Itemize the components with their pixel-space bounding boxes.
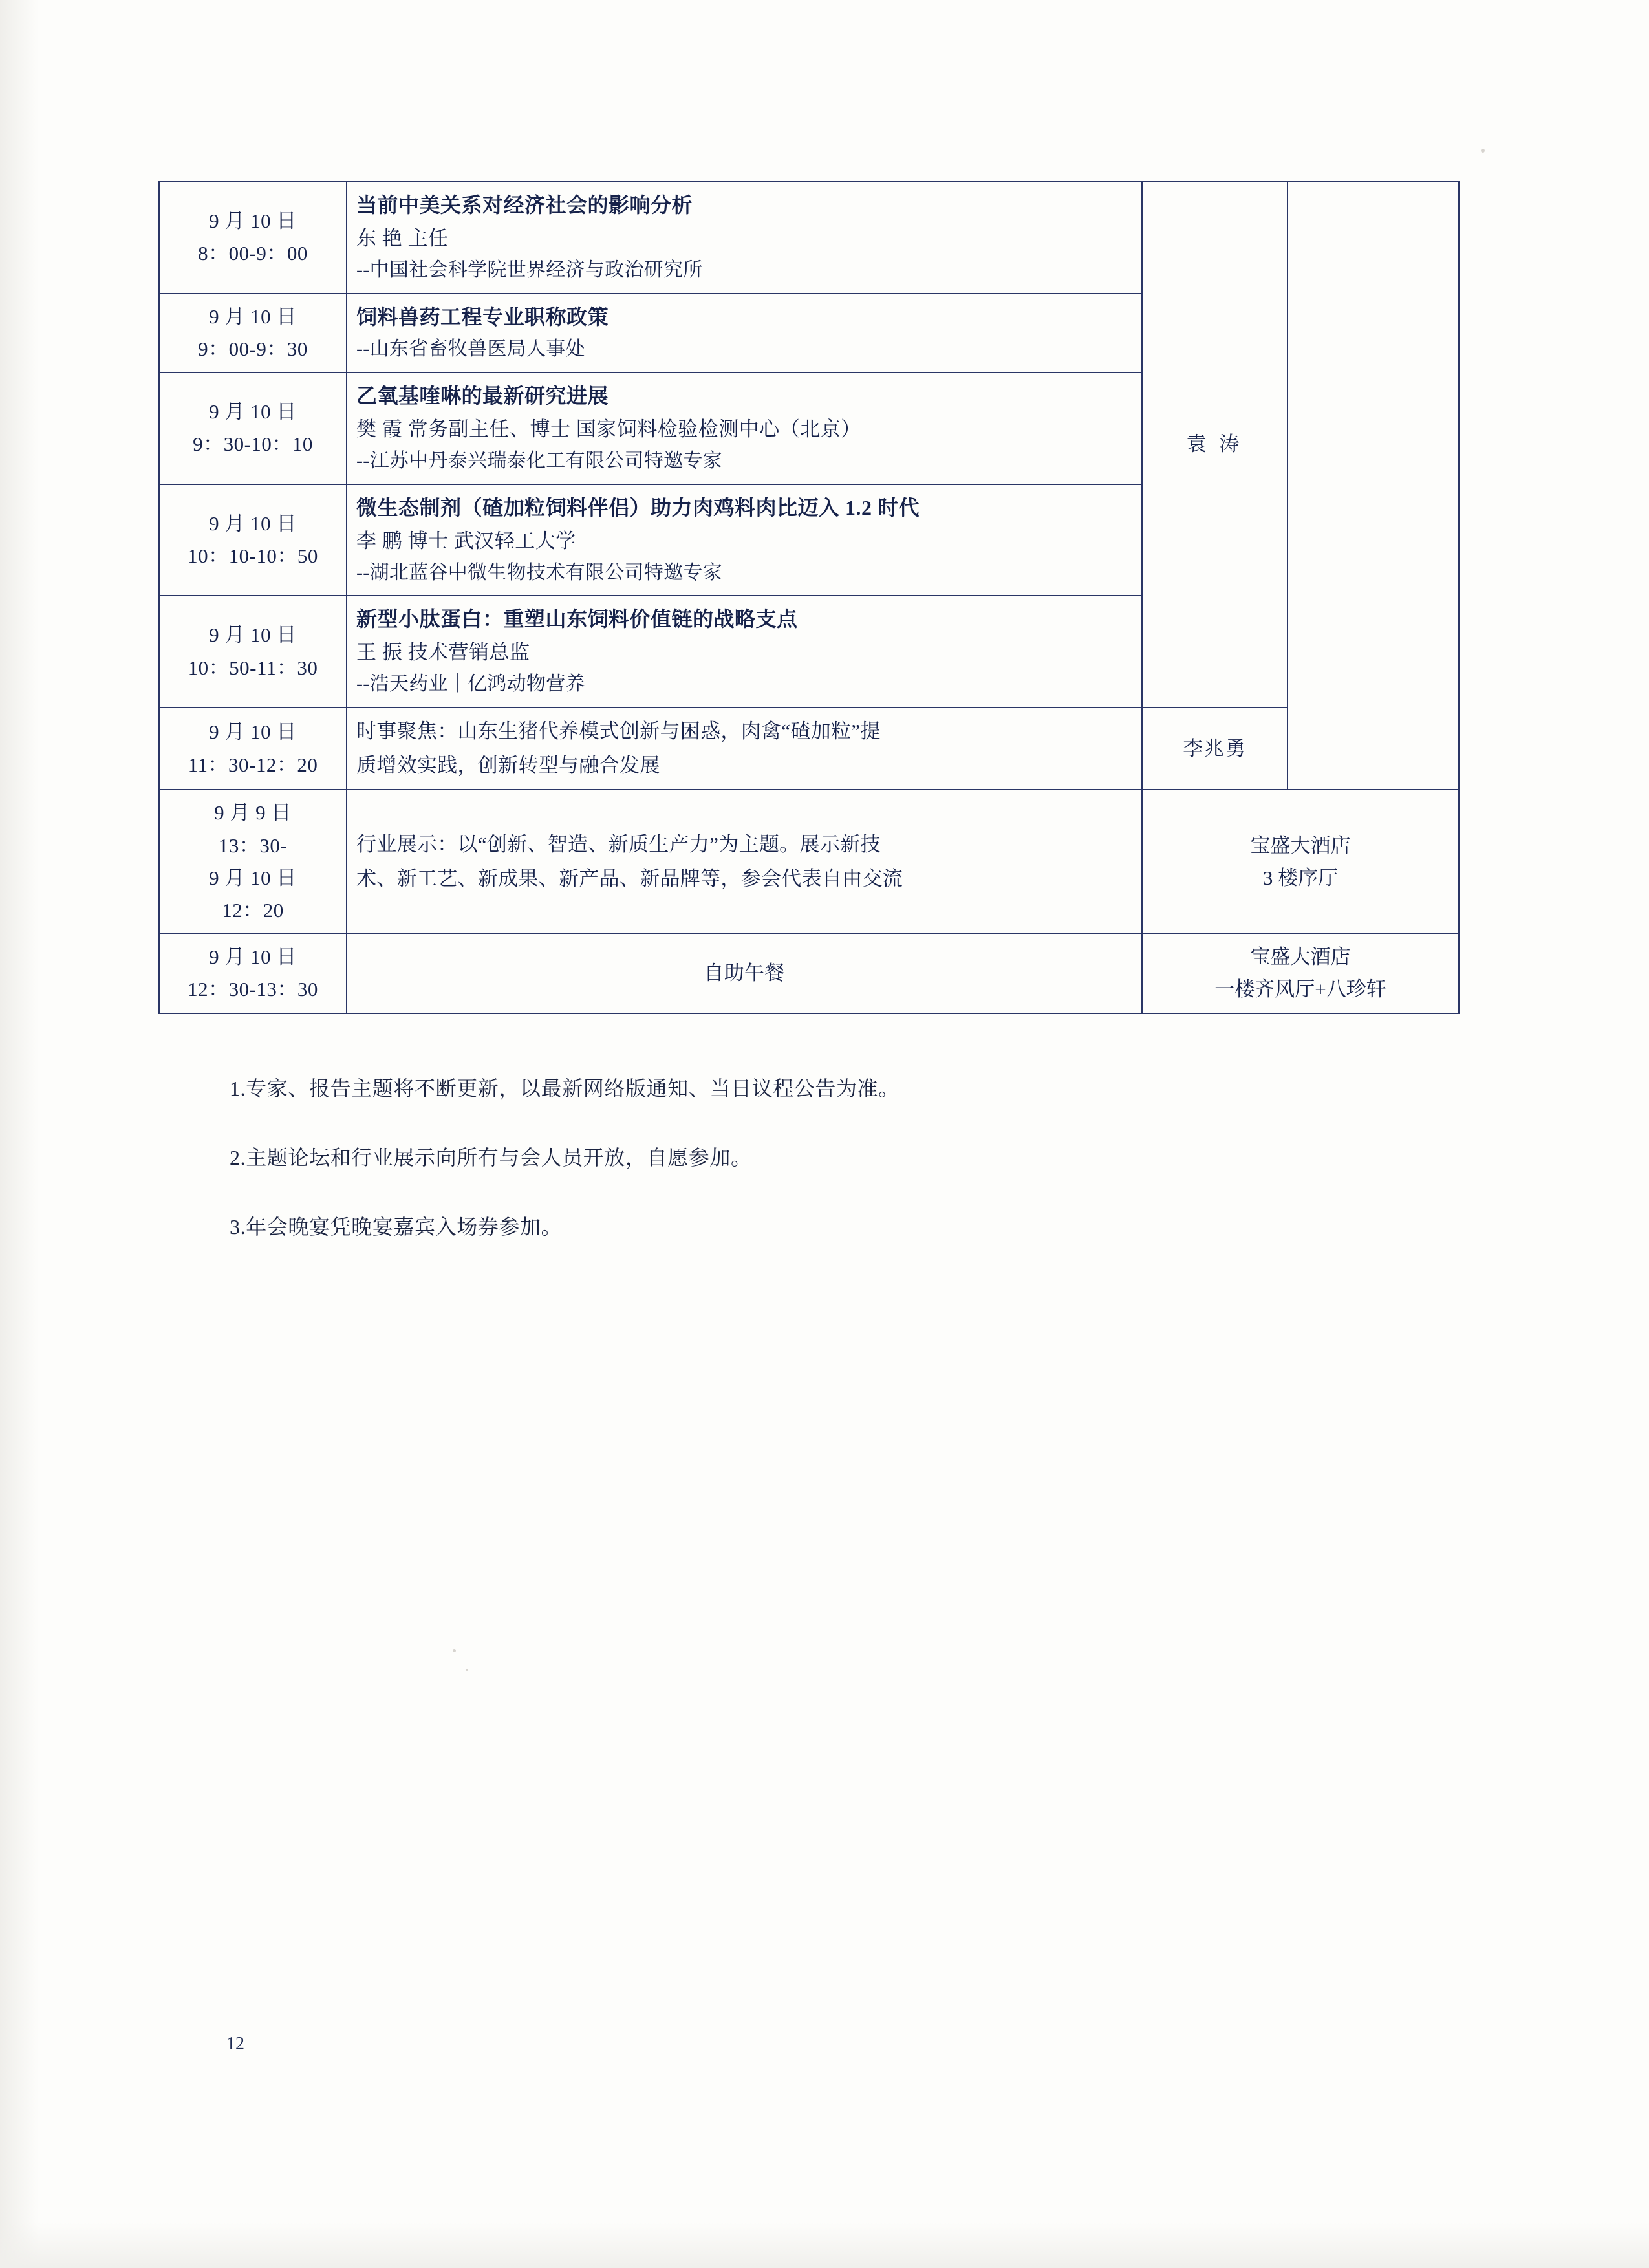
- time-date-end: 9 月 10 日: [209, 866, 297, 889]
- row-time-cell: [159, 707, 347, 790]
- time-range: 10：50-11：30: [188, 656, 318, 679]
- row-time-cell: [159, 484, 347, 596]
- time-date: 9 月 10 日: [209, 945, 297, 969]
- row-time-cell: [159, 182, 347, 294]
- host-name: 李兆勇: [1183, 737, 1247, 760]
- row-topic-cell: [347, 596, 1142, 707]
- host-cell-focus: [1142, 707, 1288, 790]
- topic-organization: --山东省畜牧兽医局人事处: [356, 338, 585, 360]
- row-time-cell: [159, 934, 347, 1013]
- time-date: 9 月 10 日: [209, 720, 297, 744]
- row-topic-cell: [347, 484, 1142, 596]
- row-time-cell: [159, 790, 347, 934]
- note-item-2: 2.主题论坛和行业展示向所有与会人员开放，自愿参加。: [230, 1145, 752, 1169]
- topic-speaker: 王 振 技术营销总监: [356, 641, 530, 664]
- table-row-lunch: [159, 934, 1459, 1013]
- topic-organization: --中国社会科学院世界经济与政治研究所: [356, 259, 703, 281]
- scan-edge-left: [0, 0, 39, 2268]
- time-range: 11：30-12：20: [188, 753, 318, 776]
- topic-title: 微生态制剂（碴加粒饲料伴侣）助力肉鸡料肉比迈入 1.2 时代: [356, 495, 920, 519]
- time-range: 12：30-13：30: [188, 978, 318, 1001]
- table-row: [159, 182, 1459, 294]
- time-range: 8：00-9：00: [198, 242, 308, 265]
- table-row-exhibition: [159, 790, 1459, 934]
- topic-title: 乙氧基喹啉的最新研究进展: [356, 384, 609, 408]
- time-date: 9 月 10 日: [209, 400, 297, 424]
- host-name: 袁 涛: [1186, 433, 1244, 456]
- place-room: 一楼齐风厅+八珍轩: [1214, 978, 1386, 1001]
- topic-speaker: 东 艳 主任: [356, 226, 449, 250]
- scan-speck: [1481, 149, 1485, 153]
- topic-organization: --浩天药业｜亿鸿动物营养: [356, 673, 585, 695]
- row-topic-cell: [347, 373, 1142, 484]
- time-date: 9 月 10 日: [209, 623, 297, 647]
- time-date: 9 月 10 日: [209, 210, 297, 233]
- notes-section: [158, 1072, 1491, 1244]
- topic-text-line-2: 质增效实践，创新转型与融合发展: [356, 753, 660, 777]
- topic-organization: --湖北蓝谷中微生物技术有限公司特邀专家: [356, 561, 722, 583]
- topic-text: 自助午餐: [704, 962, 785, 985]
- topic-text-line-1: 行业展示：以“创新、智造、新质生产力”为主题。展示新技: [356, 833, 881, 856]
- place-venue: 宝盛大酒店: [1250, 945, 1351, 969]
- topic-title: 新型小肽蛋白：重塑山东饲料价值链的战略支点: [356, 607, 798, 631]
- time-date-start: 9 月 9 日: [214, 801, 292, 825]
- row-time-cell: [159, 596, 347, 707]
- note-item-3: 3.年会晚宴凭晚宴嘉宾入场券参加。: [230, 1215, 563, 1239]
- note-item-1: 1.专家、报告主题将不断更新，以最新网络版通知、当日议程公告为准。: [230, 1076, 900, 1100]
- topic-organization: --江苏中丹泰兴瑞泰化工有限公司特邀专家: [356, 450, 722, 472]
- topic-title: 饲料兽药工程专业职称政策: [356, 305, 609, 329]
- place-venue: 宝盛大酒店: [1250, 834, 1351, 857]
- agenda-table: [158, 181, 1460, 1014]
- place-cell-exhibition: [1142, 790, 1459, 934]
- row-topic-cell: [347, 294, 1142, 373]
- row-topic-cell: [347, 707, 1142, 790]
- page-number: 12: [226, 2034, 244, 2054]
- topic-text-line-1: 时事聚焦：山东生猪代养模式创新与困惑，肉禽“碴加粒”提: [356, 720, 881, 742]
- table-row-focus: [159, 707, 1459, 790]
- row-time-cell: [159, 373, 347, 484]
- topic-speaker: 李 鹏 博士 武汉轻工大学: [356, 529, 576, 552]
- agenda-document: [158, 181, 1491, 1280]
- topic-title: 当前中美关系对经济社会的影响分析: [356, 193, 693, 217]
- row-topic-cell: [347, 182, 1142, 294]
- scan-edge-bottom: [0, 2223, 1649, 2268]
- topic-text-line-2: 术、新工艺、新成果、新产品、新品牌等，参会代表自由交流: [356, 867, 903, 890]
- scan-speck: [453, 1649, 456, 1652]
- time-end: 12：20: [222, 899, 284, 922]
- scan-speck: [466, 1669, 468, 1671]
- time-start: 13：30-: [218, 834, 288, 857]
- time-range: 10：10-10：50: [188, 545, 318, 568]
- time-range: 9：00-9：30: [198, 337, 308, 360]
- host-cell-main: [1142, 182, 1288, 707]
- time-date: 9 月 10 日: [209, 305, 297, 328]
- time-date: 9 月 10 日: [209, 512, 297, 535]
- place-cell-empty: [1288, 182, 1459, 790]
- row-topic-cell: [347, 790, 1142, 934]
- time-range: 9：30-10：10: [193, 433, 313, 456]
- row-time-cell: [159, 294, 347, 373]
- topic-speaker: 樊 霞 常务副主任、博士 国家饲料检验检测中心（北京）: [356, 417, 861, 440]
- row-topic-cell: [347, 934, 1142, 1013]
- place-room: 3 楼序厅: [1262, 866, 1339, 889]
- place-cell-lunch: [1142, 934, 1459, 1013]
